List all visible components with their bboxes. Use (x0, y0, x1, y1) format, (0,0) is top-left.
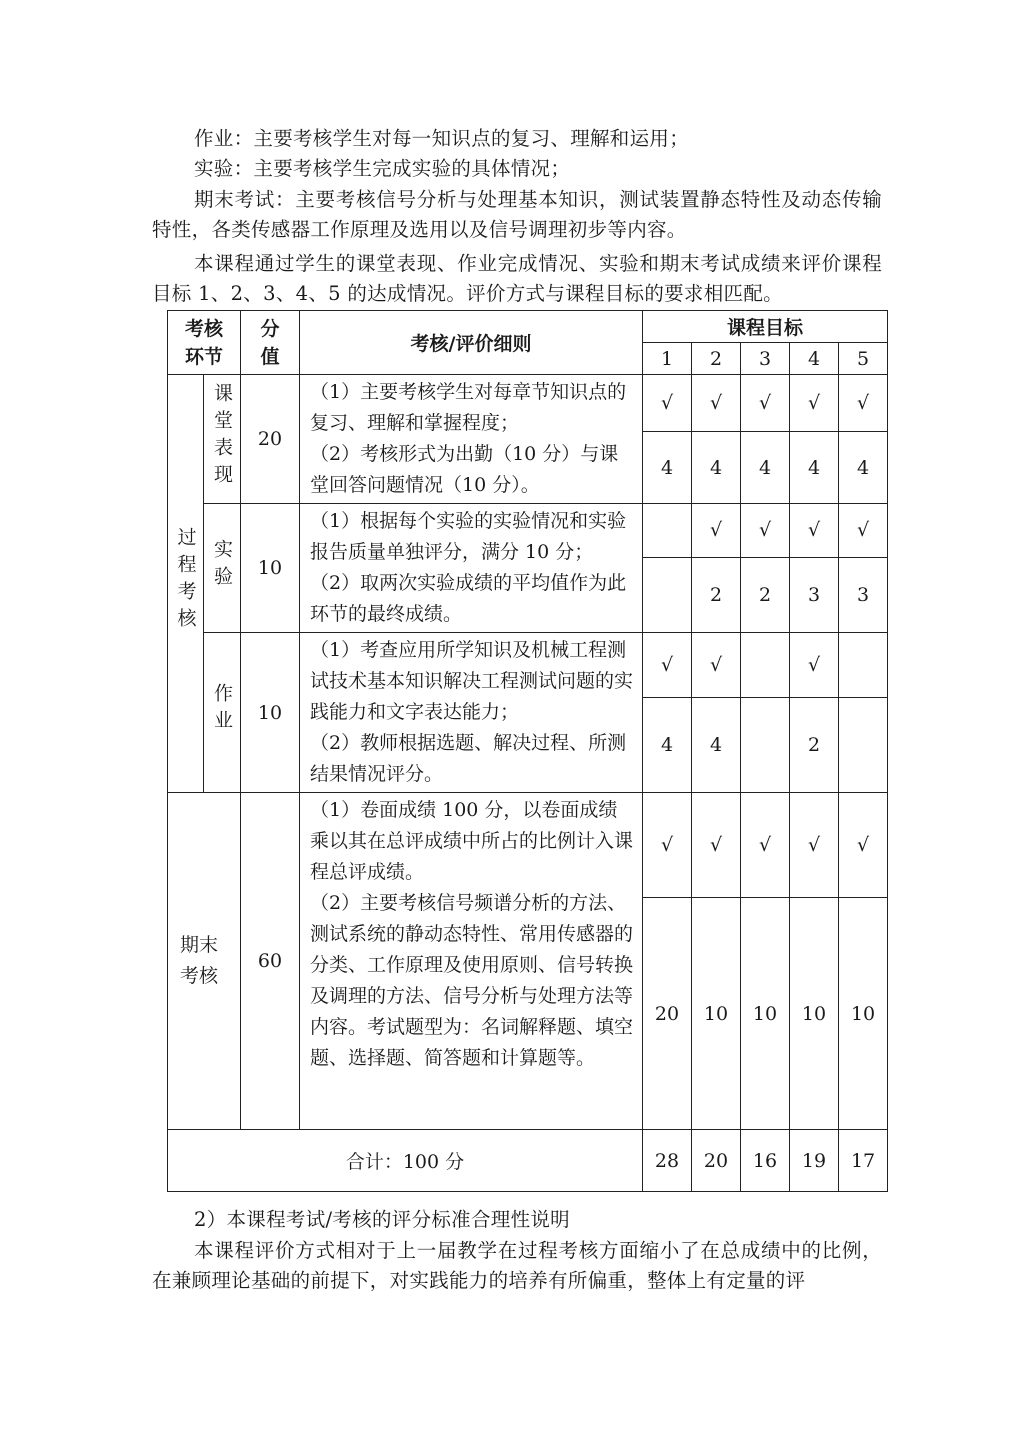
points-cell: 2 (692, 557, 741, 632)
header-objectives: 课程目标 (643, 311, 888, 343)
check-mark: √ (790, 793, 839, 898)
points-cell: 4 (839, 432, 888, 504)
objective-number: 3 (741, 343, 790, 375)
total-value: 28 (643, 1130, 692, 1192)
paragraph-homework: 作业：主要考核学生对每一知识点的复习、理解和运用； (194, 127, 690, 150)
total-label: 合计：100 分 (168, 1130, 643, 1192)
paragraph-experiment: 实验：主要考核学生完成实验的具体情况； (194, 157, 571, 180)
points-cell: 2 (741, 557, 790, 632)
check-mark: √ (643, 375, 692, 432)
criteria-homework: （1）考查应用所学知识及机械工程测试技术基本知识解决工程测试问题的实践能力和文字表达能力； （2）教师根据选题、解决过程、所测结果情况评分。 (300, 633, 643, 793)
points-cell (741, 698, 790, 793)
stage-homework: 作业 (204, 633, 241, 793)
objective-number: 1 (643, 343, 692, 375)
criteria-experiment: （1）根据每个实验的实验情况和实验报告质量单独评分，满分 10 分； （2）取两次实验成绩的平均值作为此环节的最终成绩。 (300, 504, 643, 633)
score-homework: 10 (241, 633, 300, 793)
score-classroom: 20 (241, 375, 300, 504)
paragraph-final-exam: 期末考试：主要考核信号分析与处理基本知识，测试装置静态特性及动态传输特性，各类传感器工作原理及选用以及信号调理初步等内容。 (152, 188, 882, 241)
score-final-exam: 60 (241, 793, 300, 1130)
criteria-final-exam: （1）卷面成绩 100 分，以卷面成绩乘以其在总评成绩中所占的比例计入课程总评成绩。 （2）主要考核信号频谱分析的方法、测试系统的静动态特性、常用传感器的分类、工作原理及使用原则、信号转换及调理的方法、信号分析与处理方法等内容。考试题型为：名词解释题、填空题、选择题、简答题和计算题等。 (300, 793, 643, 1130)
objective-number: 5 (839, 343, 888, 375)
check-mark: √ (741, 375, 790, 432)
check-mark: √ (643, 633, 692, 698)
points-cell: 10 (790, 898, 839, 1130)
stage-experiment: 实验 (204, 504, 241, 633)
objective-number: 4 (790, 343, 839, 375)
check-mark: √ (839, 793, 888, 898)
check-mark: √ (643, 793, 692, 898)
header-stage: 考核环节 (168, 311, 241, 375)
check-mark: √ (741, 793, 790, 898)
check-mark: √ (790, 504, 839, 558)
check-mark: √ (839, 504, 888, 558)
total-value: 17 (839, 1130, 888, 1192)
points-cell: 4 (692, 432, 741, 504)
header-criteria: 考核/评价细则 (300, 311, 643, 375)
check-mark (643, 504, 692, 558)
points-cell: 4 (741, 432, 790, 504)
assessment-table (167, 310, 888, 1192)
points-cell: 20 (643, 898, 692, 1130)
check-mark: √ (839, 375, 888, 432)
check-mark: √ (692, 793, 741, 898)
points-cell: 4 (643, 698, 692, 793)
check-mark: √ (790, 375, 839, 432)
points-cell: 10 (692, 898, 741, 1130)
stage-classroom: 课堂表现 (204, 375, 241, 504)
points-cell: 3 (839, 557, 888, 632)
criteria-classroom: （1）主要考核学生对每章节知识点的复习、理解和掌握程度； （2）考核形式为出勤（10 分）与课堂回答问题情况（10 分）。 (300, 375, 643, 504)
paragraph-evaluation: 本课程通过学生的课堂表现、作业完成情况、实验和期末考试成绩来评价课程目标 1、2、3、4、5 的达成情况。评价方式与课程目标的要求相匹配。 (152, 252, 882, 305)
check-mark (741, 633, 790, 698)
check-mark: √ (692, 633, 741, 698)
points-cell: 10 (741, 898, 790, 1130)
check-mark: √ (741, 504, 790, 558)
total-value: 20 (692, 1130, 741, 1192)
stage-final-exam: 期末考核 (168, 793, 241, 1130)
check-mark (839, 633, 888, 698)
points-cell: 3 (790, 557, 839, 632)
objective-number: 2 (692, 343, 741, 375)
points-cell: 4 (643, 432, 692, 504)
total-value: 16 (741, 1130, 790, 1192)
check-mark: √ (692, 375, 741, 432)
paragraph-rationale: 本课程评价方式相对于上一届教学在过程考核方面缩小了在总成绩中的比例，在兼顾理论基础的前提下，对实践能力的培养有所偏重，整体上有定量的评 (152, 1239, 882, 1292)
header-score: 分值 (241, 311, 300, 375)
points-cell: 4 (692, 698, 741, 793)
section-heading: 2）本课程考试/考核的评分标准合理性说明 (194, 1208, 570, 1231)
process-group-label: 过程考核 (168, 375, 204, 793)
score-experiment: 10 (241, 504, 300, 633)
total-value: 19 (790, 1130, 839, 1192)
check-mark: √ (790, 633, 839, 698)
points-cell (839, 698, 888, 793)
points-cell (643, 557, 692, 632)
check-mark: √ (692, 504, 741, 558)
points-cell: 10 (839, 898, 888, 1130)
points-cell: 2 (790, 698, 839, 793)
points-cell: 4 (790, 432, 839, 504)
